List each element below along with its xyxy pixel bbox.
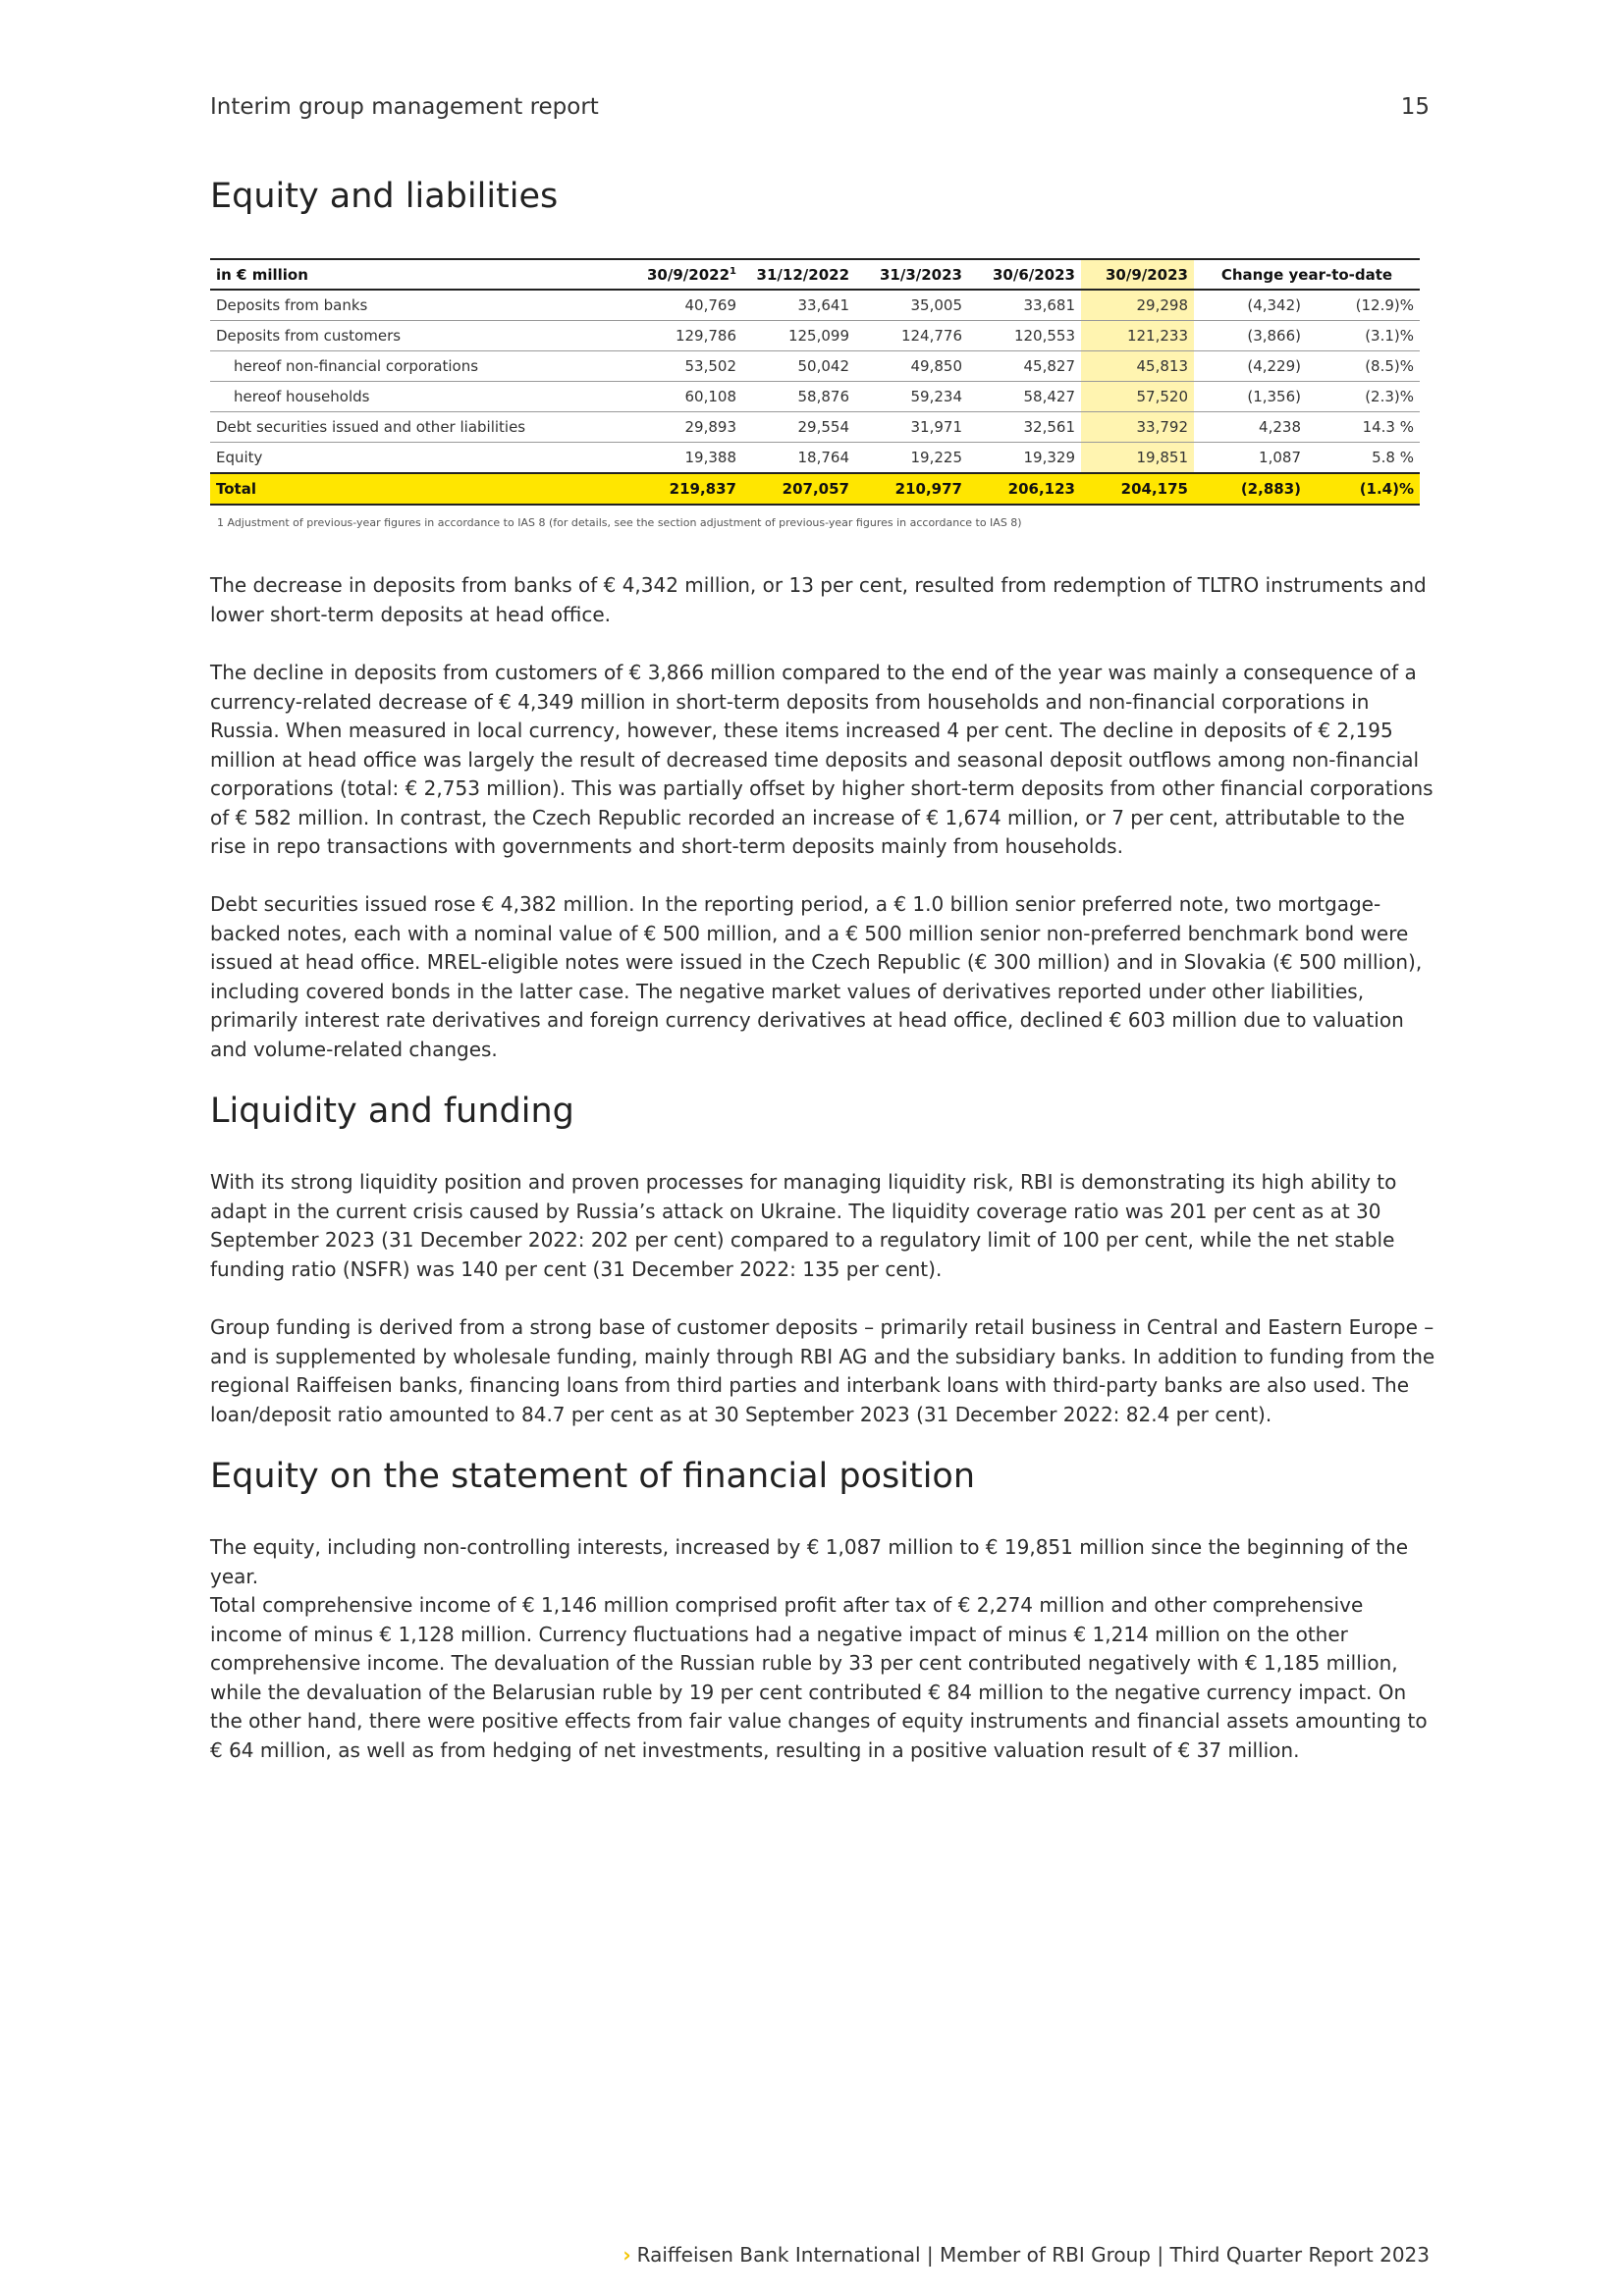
cell: (4,342) (1194, 290, 1307, 321)
row-label: Deposits from banks (210, 290, 622, 321)
page-header (210, 94, 1430, 128)
cell: 53,502 (622, 351, 742, 382)
page-number: 15 (1400, 94, 1430, 120)
cell: 5.8 % (1307, 443, 1420, 474)
page-footer (210, 2243, 1430, 2267)
cell: 29,554 (742, 412, 855, 443)
row-label: Equity (210, 443, 622, 474)
table-total-row (210, 473, 1420, 505)
cell: 59,234 (855, 382, 968, 412)
header-col-4: 30/6/2023 (968, 259, 1081, 290)
cell: 129,786 (622, 321, 742, 351)
cell: 19,851 (1081, 443, 1194, 474)
cell: 49,850 (855, 351, 968, 382)
row-label: Deposits from customers (210, 321, 622, 351)
cell: 19,225 (855, 443, 968, 474)
cell: 60,108 (622, 382, 742, 412)
cell: 124,776 (855, 321, 968, 351)
cell: 40,769 (622, 290, 742, 321)
table-row (210, 443, 1420, 474)
cell: 50,042 (742, 351, 855, 382)
cell: (1,356) (1194, 382, 1307, 412)
row-label: Debt securities issued and other liabilities (210, 412, 622, 443)
footer-text: Raiffeisen Bank International | Member of RBI Group | Third Quarter Report 2023 (636, 2243, 1430, 2267)
cell: 125,099 (742, 321, 855, 351)
cell: 19,329 (968, 443, 1081, 474)
cell: 121,233 (1081, 321, 1194, 351)
cell: 1,087 (1194, 443, 1307, 474)
cell: 33,681 (968, 290, 1081, 321)
cell: (12.9)% (1307, 290, 1420, 321)
cell: 58,876 (742, 382, 855, 412)
table-row (210, 382, 1420, 412)
section-title-equity-position: Equity on the statement of financial position (210, 1457, 976, 1496)
table-footnote: 1 Adjustment of previous-year figures in accordance to IAS 8 (for details, see the section adjustment of previous-year figures in accordance to IAS 8) (217, 516, 1022, 529)
header-col-1: 30/9/2022$^1$ (622, 259, 742, 290)
row-label: hereof non-financial corporations (210, 351, 622, 382)
cell: 14.3 % (1307, 412, 1420, 443)
cell: (2,883) (1194, 473, 1307, 505)
cell: 31,971 (855, 412, 968, 443)
cell: 33,792 (1081, 412, 1194, 443)
header-col-2: 31/12/2022 (742, 259, 855, 290)
header-col-3: 31/3/2023 (855, 259, 968, 290)
table-row (210, 321, 1420, 351)
cell: 120,553 (968, 321, 1081, 351)
chevron-right-icon: › (622, 2243, 631, 2267)
cell: 58,427 (968, 382, 1081, 412)
equity-liabilities-table (210, 258, 1420, 506)
table-row (210, 351, 1420, 382)
cell: (3,866) (1194, 321, 1307, 351)
cell: 45,827 (968, 351, 1081, 382)
cell: (8.5)% (1307, 351, 1420, 382)
paragraph: Total comprehensive income of € 1,146 million comprised profit after tax of € 2,274 million and other comprehensive income of minus € 1,128 million. Currency fluctuations had a negative impact of minus € 1,214 million on the other comprehensive income. The devaluation of the Russian ruble by 33 per cent contributed negatively with € 1,185 million, while the devaluation of the Belarusian ruble by 19 per cent contributed € 84 million to the negative currency impact. On the other hand, there were positive effects from fair value changes of equity instruments and financial assets amounting to € 64 million, as well as from hedging of net investments, resulting in a positive valuation result of € 37 million. (210, 1593, 1428, 1762)
table-header-row (210, 259, 1420, 290)
section-title-liquidity: Liquidity and funding (210, 1092, 574, 1131)
cell: (2.3)% (1307, 382, 1420, 412)
table-row (210, 290, 1420, 321)
table-row (210, 412, 1420, 443)
paragraph: Group funding is derived from a strong base of customer deposits – primarily retail business in Central and Eastern Europe – and is supplemented by wholesale funding, mainly through RBI AG and the subsidiary banks. In addition to funding from the regional Raiffeisen banks, financing loans from third parties and interbank loans with third-party banks are also used. The loan/deposit ratio amounted to 84.7 per cent as at 30 September 2023 (31 December 2022: 82.4 per cent). (210, 1315, 1435, 1426)
cell: (3.1)% (1307, 321, 1420, 351)
cell: 219,837 (622, 473, 742, 505)
cell: 18,764 (742, 443, 855, 474)
cell: 210,977 (855, 473, 968, 505)
paragraph: Debt securities issued rose € 4,382 million. In the reporting period, a € 1.0 billion senior preferred note, two mortgage-backed notes, each with a nominal value of € 500 million, and a € 500 million senior non-preferred benchmark bond were issued at head office. MREL-eligible notes were issued in the Czech Republic (€ 300 million) and in Slovakia (€ 500 million), including covered bonds in the latter case. The negative market values of derivatives reported under other liabilities, primarily interest rate derivatives and foreign currency derivatives at head office, declined € 603 million due to valuation and volume-related changes. (210, 892, 1423, 1061)
cell: 35,005 (855, 290, 968, 321)
cell: 29,893 (622, 412, 742, 443)
cell: 57,520 (1081, 382, 1194, 412)
cell: 204,175 (1081, 473, 1194, 505)
cell: 19,388 (622, 443, 742, 474)
header-col-5: 30/9/2023 (1081, 259, 1194, 290)
row-label: Total (210, 473, 622, 505)
cell: 206,123 (968, 473, 1081, 505)
report-title: Interim group management report (210, 94, 599, 120)
cell: (4,229) (1194, 351, 1307, 382)
section-title-equity-liabilities: Equity and liabilities (210, 177, 559, 216)
row-label: hereof households (210, 382, 622, 412)
cell: 207,057 (742, 473, 855, 505)
cell: 33,641 (742, 290, 855, 321)
paragraph: With its strong liquidity position and proven processes for managing liquidity risk, RBI is demonstrating its high ability to adapt in the current crisis caused by Russia’s attack on Ukraine. The liquidity coverage ratio was 201 per cent as at 30 September 2023 (31 December 2022: 202 per cent) compared to a regulatory limit of 100 per cent, while the net stable funding ratio (NSFR) was 140 per cent (31 December 2022: 135 per cent). (210, 1170, 1397, 1281)
paragraph: The equity, including non-controlling interests, increased by € 1,087 million to € 19,851 million since the beginning of the year. (210, 1535, 1409, 1588)
cell: 4,238 (1194, 412, 1307, 443)
paragraph: The decrease in deposits from banks of € 4,342 million, or 13 per cent, resulted from redemption of TLTRO instruments and lower short-term deposits at head office. (210, 573, 1427, 626)
cell: 45,813 (1081, 351, 1194, 382)
header-change: Change year-to-date (1194, 259, 1420, 290)
header-label: in € million (210, 259, 622, 290)
paragraph: The decline in deposits from customers of € 3,866 million compared to the end of the year was mainly a consequence of a currency-related decrease of € 4,349 million in short-term deposits from households and non-financial corporations in Russia. When measured in local currency, however, these items increased 4 per cent. The decline in deposits of € 2,195 million at head office was largely the result of decreased time deposits and seasonal deposit outflows among non-financial corporations (total: € 2,753 million). This was partially offset by higher short-term deposits from other financial corporations of € 582 million. In contrast, the Czech Republic recorded an increase of € 1,674 million, or 7 per cent, attributable to the rise in repo transactions with governments and short-term deposits mainly from households. (210, 661, 1434, 858)
cell: 32,561 (968, 412, 1081, 443)
cell: 29,298 (1081, 290, 1194, 321)
cell: (1.4)% (1307, 473, 1420, 505)
